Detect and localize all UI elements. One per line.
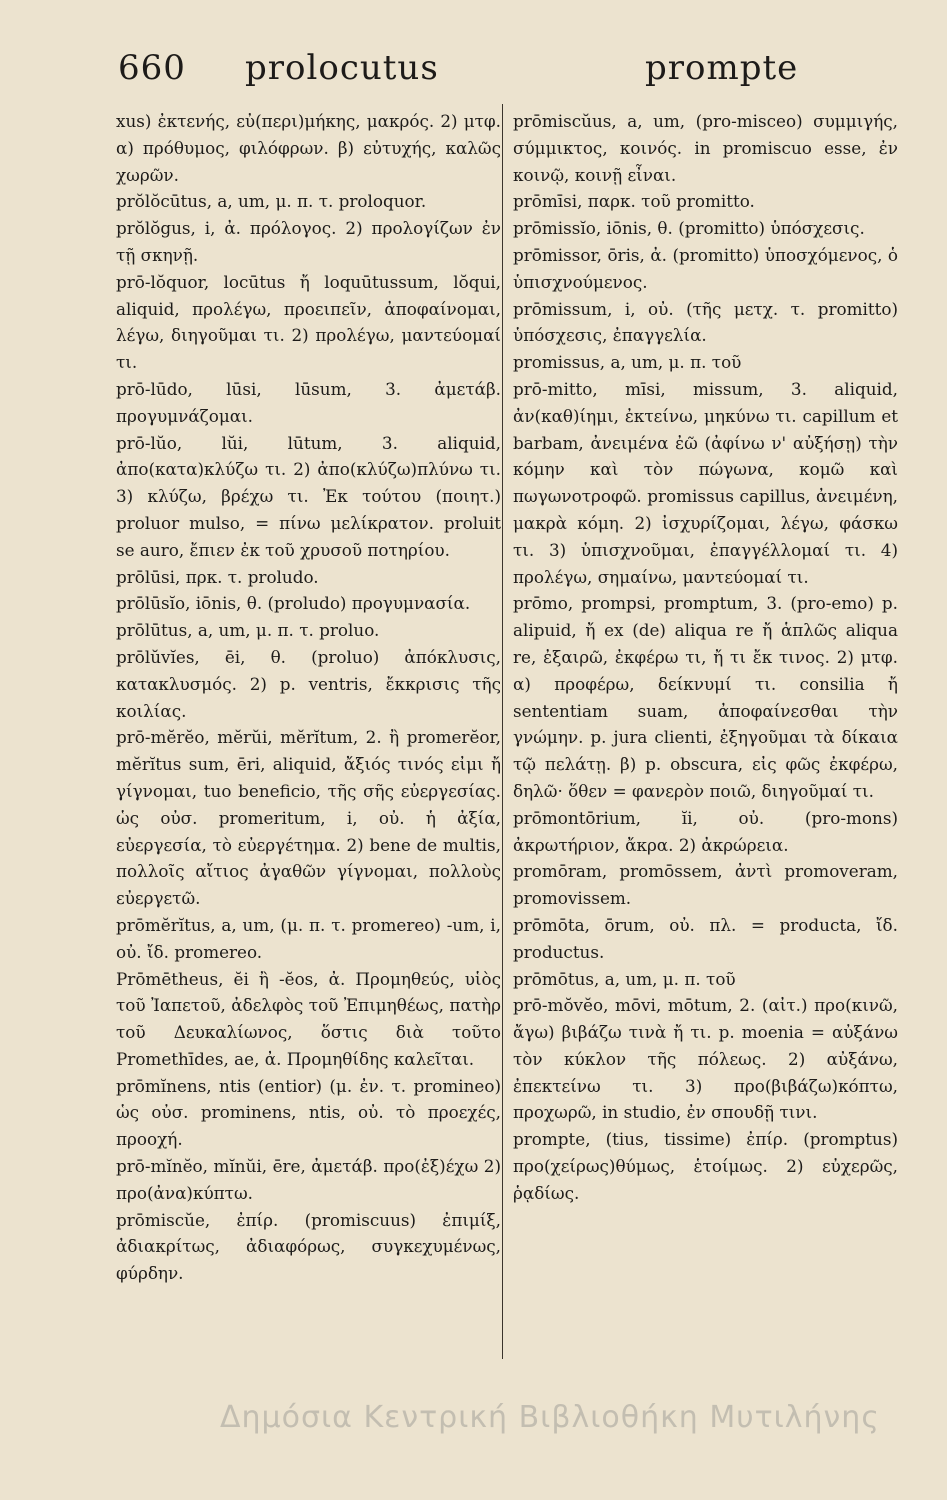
dictionary-entry: prōmĕrĭtus, a, um, (μ. π. τ. promereo) -um, i, οὐ. ἴδ. promereo.: [116, 914, 501, 962]
dictionary-entry: prōmōta, ōrum, οὐ. πλ. = producta, ἴδ. productus.: [513, 914, 898, 962]
dictionary-entry: prōmissor, ōris, ἀ. (promitto) ὑποσχόμενος, ὁ ὑπισχνούμενος.: [513, 244, 898, 292]
dictionary-entry: prōlūsi, πρκ. τ. proludo.: [116, 566, 319, 587]
dictionary-entry: prōmissum, i, οὐ. (τῆς μετχ. τ. promitto) ὑπόσχεσις, ἐπαγγελία.: [513, 298, 898, 346]
guide-word-right: prompte: [645, 48, 799, 88]
dictionary-entry: prōmissĭo, iōnis, θ. (promitto) ὑπόσχεσις.: [513, 218, 865, 239]
dictionary-entry: prōmiscŭe, ἐπίρ. (promiscuus) ἐπιμίξ, ἀδιακρίτως, ἀδιαφόρως, συγκεχυμένως, φύρδην.: [116, 1209, 501, 1284]
dictionary-entry: prŏlŏgus, i, ἀ. πρόλογος. 2) προλογίζων ἐν τῇ σκηνῇ.: [116, 218, 501, 265]
dictionary-entry: prōmĭnens, ntis (entior) (μ. ἐν. τ. promineo) ὡς οὐσ. prominens, ntis, οὐ. τὸ προεχές, προοχή.: [116, 1075, 501, 1150]
page-number: 660: [118, 48, 186, 88]
dictionary-entry: prōmo, prompsi, promptum, 3. (pro-emo) p. alipuid, ἤ ex (de) aliqua re ἤ ἁπλῶς aliqua re, ἐξαιρῶ, ἐκφέρω τι, ἤ τι ἔκ τινος. 2) μτφ. α) προφέρω, δείκνυμί τι. consilia ἤ sententiam suam, ἀποφαίνεσθαι τὴν γνώμην. p. jura clienti, ἐξηγοῦμαι τὰ δίκαια τῷ πελάτῃ. β) p. obscura, εἰς φῶς ἐκφέρω, δηλῶ· ὅθεν = φανερὸν ποιῶ, διηγοῦμαί τι.: [513, 593, 898, 801]
dictionary-entry: Prōmētheus, ĕi ἢ -ĕos, ἀ. Προμηθεύς, υἱὸς τοῦ Ἰαπετοῦ, ἀδελφὸς τοῦ Ἐπιμηθέως, πατὴρ τοῦ Δευκαλίωνος, ὅστις διὰ τοῦτο Promethīdes, ae, ἀ. Προμηθίδης καλεῖται.: [116, 968, 501, 1069]
dictionary-entry: prōmōtus, a, um, μ. π. τοῦ: [513, 968, 736, 989]
dictionary-entry: prō-lŏquor, locūtus ἤ loquūtussum, lŏqui, aliquid, προλέγω, προειπεῖν, ἀποφαίνομαι, λέγω, διηγοῦμαι τι. 2) προλέγω, μαντεύομαί τι.: [116, 271, 501, 373]
dictionary-entry: prō-mĕrĕo, mĕrŭi, mĕrĭtum, 2. ἢ promerĕor, mĕrĭtus sum, ēri, aliquid, ἄξιός τινός εἰμι ἤ γίγνομαι, tuo beneficio, τῆς σῆς εὐεργεσίας. ὡς οὐσ. promeritum, i, οὐ. ἡ ἀξία, εὐεργεσία, τὸ εὐεργέτημα. 2) bene de multis, πολλοῖς αἴτιος ἀγαθῶν γίγνομαι, πολλοὺς εὐεργετῶ.: [116, 727, 501, 909]
dictionary-entry: promissus, a, um, μ. π. τοῦ: [513, 352, 742, 373]
library-watermark: Δημόσια Κεντρική Βιβλιοθήκη Μυτιλήνης: [220, 1400, 880, 1435]
dictionary-entry: prōmiscŭus, a, um, (pro-misceo) συμμιγής, σύμμικτος, κοινός. in promiscuo esse, ἐν κοινῷ, κοινῇ εἶναι.: [513, 111, 898, 185]
dictionary-entry: prŏlŏcūtus, a, um, μ. π. τ. proloquor.: [116, 191, 427, 212]
column-divider: [502, 104, 503, 1359]
right-column: [513, 108, 898, 1207]
dictionary-entry: xus) ἐκτενής, εὐ(περι)μήκης, μακρός. 2) μτφ. α) πρόθυμος, φιλόφρων. β) εὐτυχής, καλῶς χωρῶν.: [116, 111, 501, 185]
dictionary-entry: prō-mŏvĕo, mōvi, mōtum, 2. (αἰτ.) προ(κινῶ, ἄγω) βιβάζω τινὰ ἤ τι. p. moenia = αὐξάνω τὸν κύκλον τῆς πόλεως. 2) αὐξάνω, ἐπεκτείνω τι. 3) προ(βιβάζω)κόπτω, προχωρῶ, in studio, ἐν σπουδῇ τινι.: [513, 995, 898, 1123]
dictionary-entry: prōlūtus, a, um, μ. π. τ. proluo.: [116, 620, 380, 641]
dictionary-entry: prō-lŭo, lŭi, lūtum, 3. aliquid, ἀπο(κατα)κλύζω τι. 2) ἀπο(κλύζω)πλύνω τι. 3) κλύζω, βρέχω τι. Ἐκ τούτου (ποιητ.) proluor mulso, = πίνω μελίκρατον. proluit se auro, ἔπιεν ἐκ τοῦ χρυσοῦ ποτηρίου.: [116, 432, 501, 560]
dictionary-entry: prōmīsi, παρκ. τοῦ promitto.: [513, 191, 755, 212]
dictionary-entry: prō-mitto, mīsi, missum, 3. aliquid, ἀν(καθ)ίημι, ἐκτείνω, μηκύνω τι. capillum et barbam, ἀνειμένα ἐῶ (ἀφίνω ν' αὐξήσῃ) τὴν κόμην καὶ τὸν πώγωνα, κομῶ καὶ πωγωνοτροφῶ. promissus capillus, ἀνειμένη, μακρὰ κόμη. 2) ἰσχυρίζομαι, λέγω, φάσκω τι. 3) ὑπισχνοῦμαι, ἐπαγγέλλομαί τι. 4) προλέγω, σημαίνω, μαντεύομαί τι.: [513, 378, 898, 587]
dictionary-entry: prōlūsĭo, iōnis, θ. (proludo) προγυμνασία.: [116, 593, 471, 614]
dictionary-entry: prōmontōrium, ĭi, οὐ. (pro-mons) ἀκρωτήριον, ἄκρα. 2) ἀκρώρεια.: [513, 807, 898, 855]
guide-word-left: prolocutus: [245, 48, 439, 88]
left-column: [116, 108, 501, 1287]
dictionary-entry: promōram, promōssem, ἀντὶ promoveram, promovissem.: [513, 861, 898, 909]
dictionary-entry: prō-mĭnĕo, mĭnŭi, ēre, ἀμετάβ. προ(ἐξ)έχω 2) προ(ἀνα)κύπτω.: [116, 1156, 501, 1203]
dictionary-entry: prōlŭvĭes, ēi, θ. (proluo) ἀπόκλυσις, κατακλυσμός. 2) p. ventris, ἔκκρισις τῆς κοιλίας.: [116, 646, 501, 721]
dictionary-entry: prō-lūdo, lūsi, lūsum, 3. ἀμετάβ. προγυμνάζομαι.: [116, 378, 501, 426]
dictionary-entry: prompte, (tius, tissime) ἐπίρ. (promptus) προ(χείρως)θύμως, ἑτοίμως. 2) εὐχερῶς, ῥᾳδίως.: [513, 1129, 898, 1203]
